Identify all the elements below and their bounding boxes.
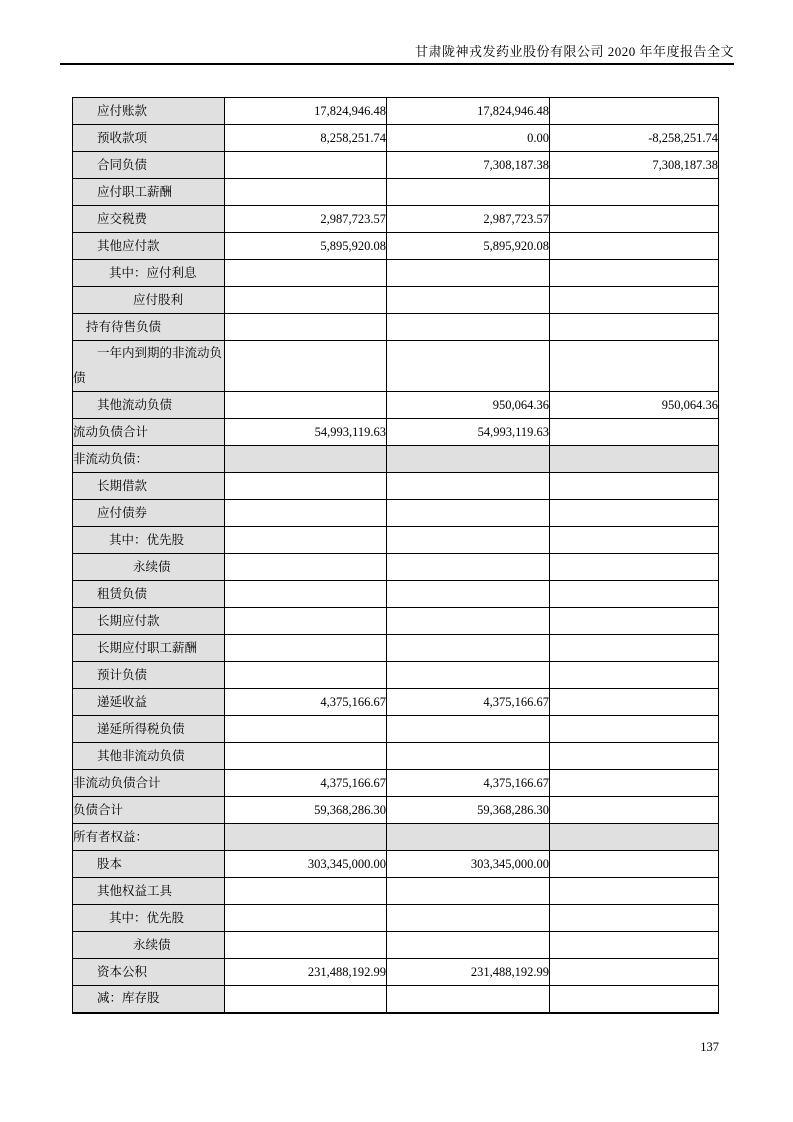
row-label: 预计负债 xyxy=(73,662,225,689)
row-label: 其他非流动负债 xyxy=(73,743,225,770)
row-label: 租赁负债 xyxy=(73,581,225,608)
value-cell-c3 xyxy=(550,689,719,716)
value-cell-c2 xyxy=(387,932,550,959)
value-cell-c1 xyxy=(225,152,387,179)
table-row xyxy=(73,635,719,662)
value-cell-c3 xyxy=(550,206,719,233)
value-cell-c3: -8,258,251.74 xyxy=(550,125,719,152)
value-cell-c2 xyxy=(387,473,550,500)
table-row xyxy=(73,554,719,581)
value-cell-c1: 8,258,251.74 xyxy=(225,125,387,152)
table-row xyxy=(73,851,719,878)
row-label: 持有待售负债 xyxy=(73,314,225,341)
value-cell-c2: 231,488,192.99 xyxy=(387,959,550,986)
row-label: 应付账款 xyxy=(73,98,225,125)
value-cell-c3 xyxy=(550,500,719,527)
report-header-title: 甘肃陇神戎发药业股份有限公司 2020 年年度报告全文 xyxy=(414,44,734,59)
row-label: 递延收益 xyxy=(73,689,225,716)
value-cell-c1: 303,345,000.00 xyxy=(225,851,387,878)
value-cell-c3 xyxy=(550,179,719,206)
value-cell-c2 xyxy=(387,878,550,905)
header-divider xyxy=(60,63,734,65)
value-cell-c1 xyxy=(225,341,387,392)
value-cell-c1 xyxy=(225,473,387,500)
value-cell-c3 xyxy=(550,878,719,905)
value-cell-c2: 4,375,166.67 xyxy=(387,770,550,797)
value-cell-c2 xyxy=(387,581,550,608)
value-cell-c3: 7,308,187.38 xyxy=(550,152,719,179)
value-cell-c3 xyxy=(550,287,719,314)
value-cell-c3 xyxy=(550,959,719,986)
value-cell-c1 xyxy=(225,392,387,419)
value-cell-c3 xyxy=(550,743,719,770)
value-cell-c1 xyxy=(225,986,387,1013)
value-cell-c3 xyxy=(550,635,719,662)
row-label: 股本 xyxy=(73,851,225,878)
value-cell-c2: 59,368,286.30 xyxy=(387,797,550,824)
value-cell-c2: 5,895,920.08 xyxy=(387,233,550,260)
row-label: 一年内到期的非流动负债 xyxy=(73,341,225,392)
value-cell-c2 xyxy=(387,554,550,581)
value-cell-c2 xyxy=(387,179,550,206)
value-cell-c2: 54,993,119.63 xyxy=(387,419,550,446)
value-cell-c3 xyxy=(550,473,719,500)
value-cell-c3 xyxy=(550,608,719,635)
value-cell-c2 xyxy=(387,905,550,932)
value-cell-c3 xyxy=(550,233,719,260)
row-label: 应付股利 xyxy=(73,287,225,314)
table-row xyxy=(73,932,719,959)
value-cell-c3: 950,064.36 xyxy=(550,392,719,419)
value-cell-c2 xyxy=(387,716,550,743)
table-row xyxy=(73,959,719,986)
value-cell-c1 xyxy=(225,260,387,287)
row-label: 永续债 xyxy=(73,554,225,581)
value-cell-c1 xyxy=(225,878,387,905)
value-cell-c2 xyxy=(387,527,550,554)
page-number: 137 xyxy=(700,1040,719,1054)
value-cell-c2 xyxy=(387,986,550,1013)
value-cell-c1 xyxy=(225,662,387,689)
table-row xyxy=(73,662,719,689)
value-cell-c2: 0.00 xyxy=(387,125,550,152)
table-row xyxy=(73,287,719,314)
balance-sheet-table xyxy=(72,97,719,1014)
value-cell-c2 xyxy=(387,500,550,527)
table-row xyxy=(73,98,719,125)
value-cell-c3 xyxy=(550,581,719,608)
table-row xyxy=(73,233,719,260)
table-row xyxy=(73,824,719,851)
value-cell-c1: 231,488,192.99 xyxy=(225,959,387,986)
row-label: 减：库存股 xyxy=(73,986,225,1013)
table-row xyxy=(73,206,719,233)
value-cell-c1 xyxy=(225,824,387,851)
table-row xyxy=(73,743,719,770)
table-row xyxy=(73,179,719,206)
value-cell-c1: 59,368,286.30 xyxy=(225,797,387,824)
row-label: 应交税费 xyxy=(73,206,225,233)
value-cell-c3 xyxy=(550,419,719,446)
value-cell-c1: 17,824,946.48 xyxy=(225,98,387,125)
value-cell-c1 xyxy=(225,446,387,473)
row-label: 递延所得税负债 xyxy=(73,716,225,743)
value-cell-c3 xyxy=(550,905,719,932)
value-cell-c1 xyxy=(225,743,387,770)
value-cell-c2 xyxy=(387,260,550,287)
table-row xyxy=(73,986,719,1013)
value-cell-c2: 950,064.36 xyxy=(387,392,550,419)
row-label: 其他流动负债 xyxy=(73,392,225,419)
value-cell-c3 xyxy=(550,770,719,797)
row-label: 应付债券 xyxy=(73,500,225,527)
value-cell-c2 xyxy=(387,287,550,314)
value-cell-c3 xyxy=(550,851,719,878)
value-cell-c2: 2,987,723.57 xyxy=(387,206,550,233)
row-label: 其他权益工具 xyxy=(73,878,225,905)
row-label: 非流动负债合计 xyxy=(73,770,225,797)
table-row xyxy=(73,500,719,527)
table-row xyxy=(73,260,719,287)
value-cell-c1: 5,895,920.08 xyxy=(225,233,387,260)
table-row xyxy=(73,314,719,341)
row-label: 其中：优先股 xyxy=(73,527,225,554)
value-cell-c1 xyxy=(225,179,387,206)
value-cell-c1 xyxy=(225,527,387,554)
value-cell-c2 xyxy=(387,341,550,392)
value-cell-c2 xyxy=(387,635,550,662)
table-row xyxy=(73,581,719,608)
value-cell-c3 xyxy=(550,446,719,473)
value-cell-c3 xyxy=(550,824,719,851)
value-cell-c2: 17,824,946.48 xyxy=(387,98,550,125)
table-row xyxy=(73,689,719,716)
row-label: 流动负债合计 xyxy=(73,419,225,446)
table-row xyxy=(73,152,719,179)
value-cell-c1: 4,375,166.67 xyxy=(225,770,387,797)
table-row xyxy=(73,392,719,419)
value-cell-c3 xyxy=(550,986,719,1013)
value-cell-c1 xyxy=(225,581,387,608)
row-label: 应付职工薪酬 xyxy=(73,179,225,206)
row-label: 其中：应付利息 xyxy=(73,260,225,287)
row-label: 负债合计 xyxy=(73,797,225,824)
row-label: 合同负债 xyxy=(73,152,225,179)
table-row xyxy=(73,473,719,500)
value-cell-c1 xyxy=(225,287,387,314)
value-cell-c1: 54,993,119.63 xyxy=(225,419,387,446)
value-cell-c1 xyxy=(225,500,387,527)
table-row xyxy=(73,341,719,392)
value-cell-c3 xyxy=(550,527,719,554)
value-cell-c3 xyxy=(550,716,719,743)
value-cell-c3 xyxy=(550,314,719,341)
table-row xyxy=(73,905,719,932)
table-row xyxy=(73,527,719,554)
row-label: 长期借款 xyxy=(73,473,225,500)
row-label: 非流动负债： xyxy=(73,446,225,473)
value-cell-c1 xyxy=(225,554,387,581)
table-row xyxy=(73,419,719,446)
table-row xyxy=(73,125,719,152)
row-label: 长期应付款 xyxy=(73,608,225,635)
value-cell-c3 xyxy=(550,932,719,959)
value-cell-c3 xyxy=(550,662,719,689)
value-cell-c1: 2,987,723.57 xyxy=(225,206,387,233)
value-cell-c2: 303,345,000.00 xyxy=(387,851,550,878)
value-cell-c1: 4,375,166.67 xyxy=(225,689,387,716)
value-cell-c1 xyxy=(225,314,387,341)
value-cell-c1 xyxy=(225,635,387,662)
row-label: 长期应付职工薪酬 xyxy=(73,635,225,662)
row-label: 资本公积 xyxy=(73,959,225,986)
row-label: 预收款项 xyxy=(73,125,225,152)
value-cell-c2: 4,375,166.67 xyxy=(387,689,550,716)
value-cell-c2 xyxy=(387,743,550,770)
value-cell-c2 xyxy=(387,608,550,635)
table-row xyxy=(73,716,719,743)
table-row xyxy=(73,608,719,635)
table-row xyxy=(73,797,719,824)
value-cell-c2 xyxy=(387,824,550,851)
value-cell-c2 xyxy=(387,662,550,689)
value-cell-c3 xyxy=(550,797,719,824)
value-cell-c3 xyxy=(550,98,719,125)
table-row xyxy=(73,770,719,797)
value-cell-c3 xyxy=(550,260,719,287)
row-label: 永续债 xyxy=(73,932,225,959)
row-label: 其他应付款 xyxy=(73,233,225,260)
value-cell-c3 xyxy=(550,554,719,581)
balance-table-body xyxy=(73,98,719,1013)
row-label: 其中：优先股 xyxy=(73,905,225,932)
value-cell-c2 xyxy=(387,446,550,473)
value-cell-c1 xyxy=(225,932,387,959)
value-cell-c1 xyxy=(225,905,387,932)
value-cell-c2 xyxy=(387,314,550,341)
table-row xyxy=(73,878,719,905)
value-cell-c1 xyxy=(225,716,387,743)
value-cell-c2: 7,308,187.38 xyxy=(387,152,550,179)
row-label: 所有者权益： xyxy=(73,824,225,851)
table-row xyxy=(73,446,719,473)
value-cell-c1 xyxy=(225,608,387,635)
value-cell-c3 xyxy=(550,341,719,392)
